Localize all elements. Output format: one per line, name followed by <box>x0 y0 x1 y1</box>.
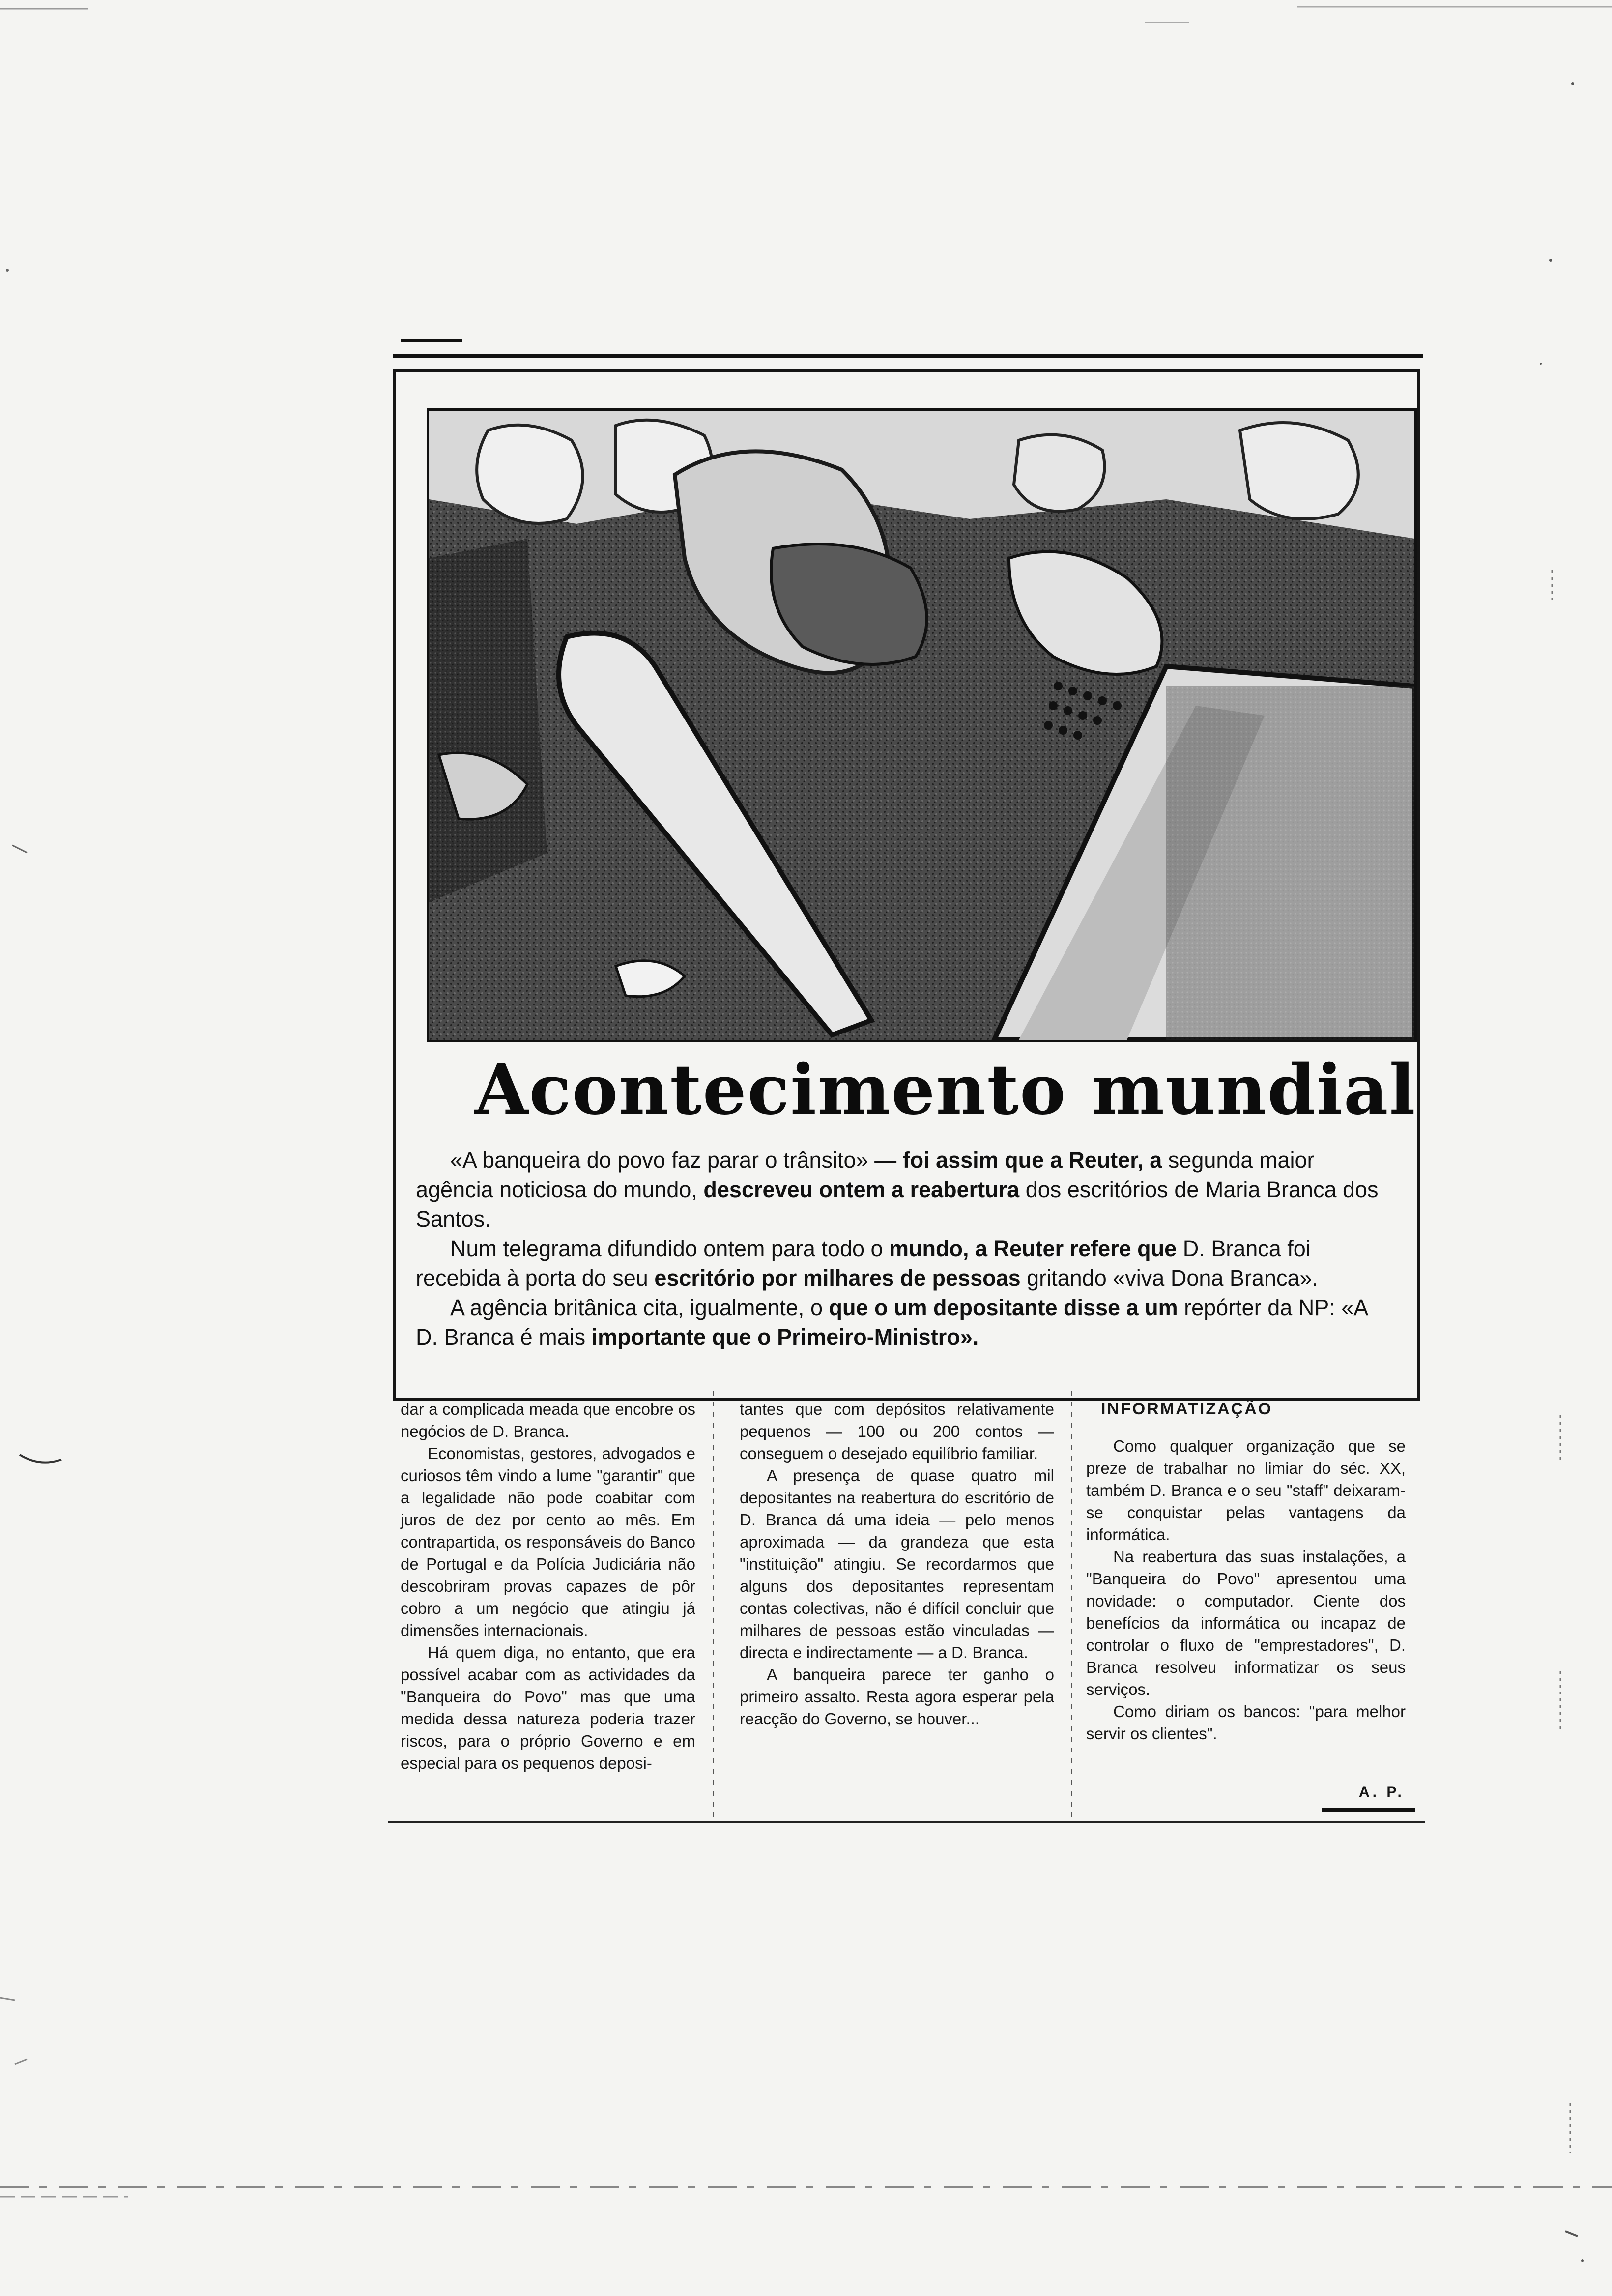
column-2-paragraph-3: A banqueira parece ter ganho o primeiro assalto. Resta agora esperar pela reacção do Governo, se houver... <box>740 1665 1054 1728</box>
top-rule <box>393 354 1423 358</box>
top-rule-accent <box>401 339 462 342</box>
photo-illustration <box>429 411 1414 1040</box>
author-signature: A. P. <box>1359 1784 1405 1800</box>
column-3-paragraph-1: Como qualquer organização que se preze de trabalhar no limiar do séc. XX, também D. Branca e o seu "staff" deixaram-se conquistar pelas vantagens da informática. <box>1086 1437 1406 1544</box>
column-1-paragraph-1: dar a complicada meada que encobre os negócios de D. Branca. <box>401 1400 695 1440</box>
lead-text: repórter da NP: «A D. Branca é mais <box>416 1295 1367 1349</box>
lead-text: «A banqueira do povo faz parar o trânsito» — <box>450 1148 903 1173</box>
article-box <box>393 369 1420 1401</box>
crowd-photo <box>427 408 1417 1042</box>
lead-text: gritando «viva Dona Branca». <box>1020 1265 1319 1291</box>
column-2-paragraph-1: tantes que com depósitos relativamente pequenos — 100 ou 200 contos — conseguem o desejado equilíbrio familiar. <box>740 1400 1054 1463</box>
lead-text: D. Branca foi recebida à porta do seu <box>416 1236 1311 1291</box>
lead-text-bold: que o um depositante disse a um <box>829 1295 1178 1320</box>
lead-paragraph-1 <box>416 1146 1384 1234</box>
column-divider <box>713 1391 714 1818</box>
lead-text: Num telegrama difundido ontem para todo o <box>450 1236 890 1261</box>
column-1-paragraph-2: Economistas, gestores, advogados e curiosos têm vindo a lume "garantir" que a legalidade não pode coabitar com juros de dez por cento ao mês. Em contrapartida, os responsáveis do Banco de Portugal e da Polícia Judiciária não descobriram provas capazes de pôr cobro a um negócio que atingiu já dimensões internacionais. <box>401 1444 695 1639</box>
column-1 <box>401 1398 695 1774</box>
lead-text-bold: importante que o Primeiro-Ministro». <box>591 1324 979 1349</box>
lead-text-bold: mundo, a Reuter refere que <box>889 1236 1177 1261</box>
signature-underline <box>1322 1808 1415 1812</box>
bottom-rule <box>388 1821 1425 1823</box>
column-2 <box>740 1398 1054 1730</box>
newspaper-clipping <box>393 339 1425 1445</box>
section-heading-informatizacao: INFORMATIZAÇÃO <box>1101 1400 1273 1418</box>
lead-paragraph-2 <box>416 1234 1384 1293</box>
headline: Acontecimento mundial <box>475 1050 1416 1130</box>
column-divider <box>1071 1391 1072 1818</box>
lead-text-bold: foi assim que a Reuter, a <box>902 1148 1162 1173</box>
lead-text: dos escritórios de Maria Branca dos Santos. <box>416 1177 1379 1232</box>
column-3-paragraph-2: Na reabertura das suas instalações, a "Banqueira do Povo" apresentou uma novidade: o computador. Ciente dos benefícios da informática ou incapaz de controlar o fluxo de "emprestadores", D. Branca resolveu informatizar os seus serviços. <box>1086 1548 1406 1698</box>
column-1-paragraph-3: Há quem diga, no entanto, que era possível acabar com as actividades da "Banqueira do Povo" mas que uma medida dessa natureza poderia trazer riscos, para o próprio Governo e em especial para os pequenos deposi- <box>401 1643 695 1772</box>
lead-text: segunda maior agência noticiosa do mundo, <box>416 1148 1315 1202</box>
lead-paragraph-3 <box>416 1293 1384 1352</box>
column-2-paragraph-2: A presença de quase quatro mil depositantes na reabertura do escritório de D. Branca dá uma ideia — pelo menos aproximada — da grandeza que esta "instituição" atingiu. Se recordarmos que alguns dos depositantes representam contas colectivas, não é difícil concluir que milhares de pessoas estão vinculadas — directa e indirectamente — a D. Branca. <box>740 1466 1054 1662</box>
lead-paragraphs <box>416 1146 1384 1352</box>
lead-text-bold: escritório por milhares de pessoas <box>654 1265 1021 1291</box>
column-3-paragraph-3: Como diriam os bancos: "para melhor servir os clientes". <box>1086 1702 1406 1743</box>
lead-text: A agência britânica cita, igualmente, o <box>450 1295 829 1320</box>
column-3 <box>1086 1398 1406 1745</box>
lead-text-bold: descreveu ontem a reabertura <box>703 1177 1020 1202</box>
